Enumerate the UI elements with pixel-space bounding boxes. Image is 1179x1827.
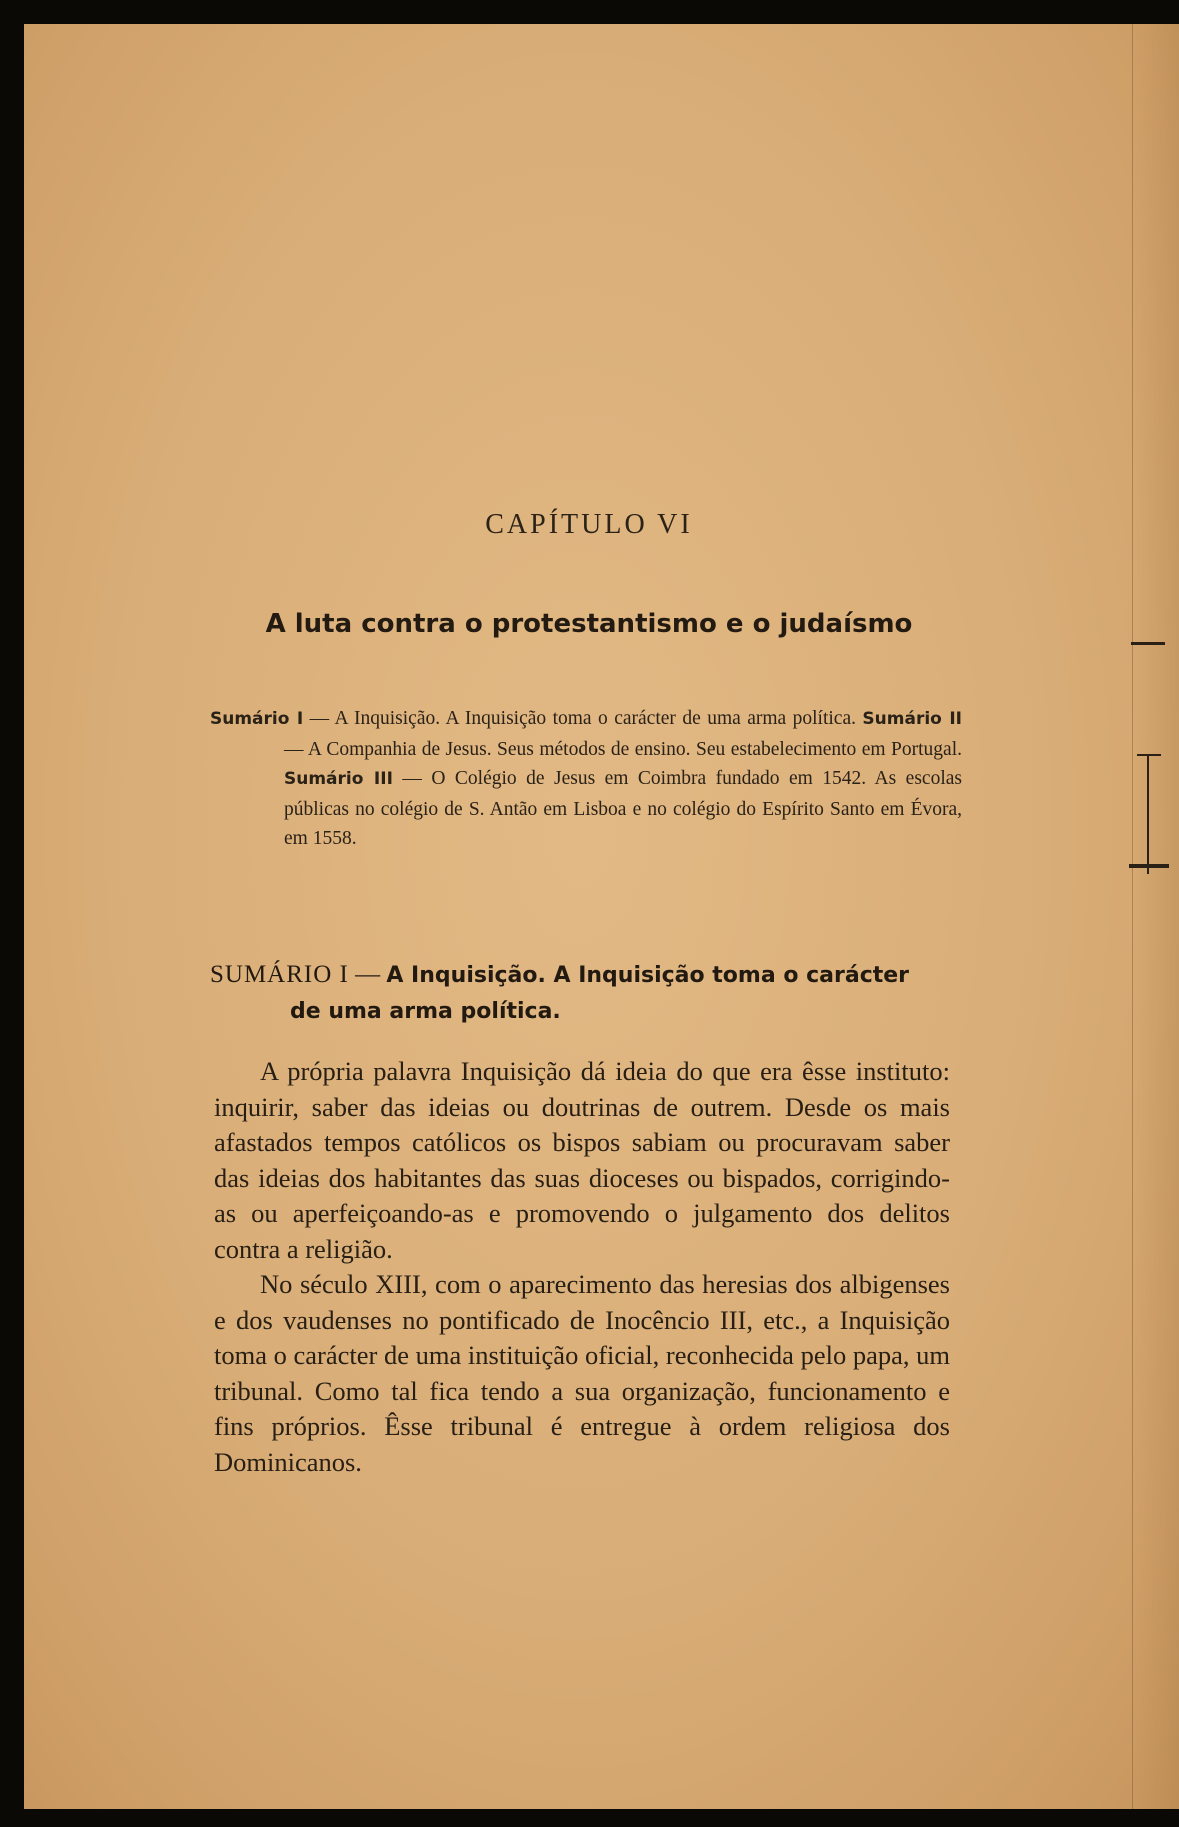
summary-text-3: — O Colégio de Jesus em Coimbra fundado em 1542. As escolas públicas no colégio de S. Antão em Lisboa e no colégio do Espírito Santo em Évora, em 1558. [284,768,962,849]
section-dash: — [348,961,387,988]
summary-label-2: Sumário II [862,709,962,729]
summary-label-1: Sumário I [210,709,304,729]
binding-mark-line [1147,754,1149,874]
summary-label-3: Sumário III [284,769,393,789]
summary-text-2: — A Companhia de Jesus. Seus métodos de ensino. Seu estabelecimento em Portugal. [284,738,962,760]
section-title-line-2: de uma arma política. [290,999,561,1024]
section-label: SUMÁRIO I [210,961,349,988]
summary-text-1: — A Inquisição. A Inquisição toma o carácter de uma arma política. [303,708,863,729]
paragraph-2: No século XIII, com o aparecimento das heresias dos albigenses e dos vaudenses no pontificado de Inocêncio III, etc., a Inquisição toma o carácter de uma instituição oficial, reconhecida pelo papa, um tribunal. Como tal fica tendo a sua organização, funcionamento e fins próprios. Êsse tribunal é entregue à ordem religiosa dos Dominicanos. [214,1269,950,1477]
chapter-title: A luta contra o protestantismo e o judaísmo [265,609,913,639]
body-text [214,1054,950,1480]
section-title-line-1: A Inquisição. A Inquisição toma o carácter [386,963,910,988]
binding-mark-bottom [1129,864,1169,868]
page-fold-shadow [1132,24,1179,1809]
summary-paragraph [210,704,962,854]
paragraph-1: A própria palavra Inquisição dá ideia do que era êsse instituto: inquirir, saber das ideias ou doutrinas de outrem. Desde os mais afastados tempos católicos os bispos sabiam ou procuravam saber das ideias dos habitantes das suas dioceses ou bispados, corrigindo-as ou aperfeiçoando-as e promovendo o julgamento dos delitos contra a religião. [214,1056,950,1264]
chapter-summary [210,704,962,854]
book-page [24,24,1179,1809]
binding-mark-top [1131,642,1165,645]
chapter-heading: CAPÍTULO VI [485,509,693,540]
section-heading [210,957,970,1030]
binding-mark-tick [1137,754,1161,756]
